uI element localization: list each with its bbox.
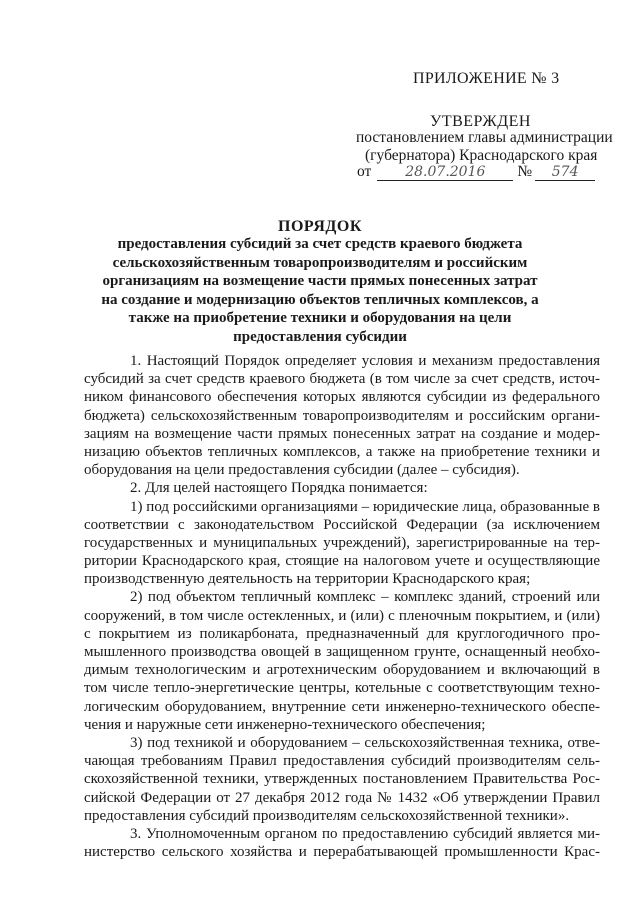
appendix-label: ПРИЛОЖЕНИЕ № 3 (413, 70, 560, 87)
document-subtitle (20, 235, 620, 346)
body-line: логическим оборудованием, внутренние сети инженерно-технического обеспе- (84, 698, 600, 715)
body-line: ритории Краснодарского края, стоящие на налоговом учете и осуществляющие (84, 553, 600, 570)
document-body (84, 352, 600, 861)
subtitle-line: также на приобретение техники и оборудования на цели (128, 310, 512, 326)
document-title: ПОРЯДОК (278, 218, 362, 235)
body-line: низацию объектов тепличных комплексов, а также на приобретение техники и (84, 443, 600, 460)
decree-number: 574 (535, 164, 595, 181)
approved-label: УТВЕРЖДЕН (430, 113, 531, 130)
body-line: с покрытием из поликарбоната, предназначенный для круглогодичного про- (84, 625, 600, 642)
body-line: сооружений, в том числе остекленных, и (или) с пленочным покрытием, и (или) (84, 607, 600, 624)
body-line: скохозяйственной техники, утвержденных постановлением Правительства Рос- (84, 771, 600, 788)
subtitle-line: организациям на возмещение части прямых понесенных затрат (102, 273, 538, 289)
body-line: чающая требованиям Правил предоставления субсидий производителям сель- (84, 753, 600, 770)
body-line: производственную деятельность на территории Краснодарского края; (84, 571, 531, 588)
subtitle-line: сельскохозяйственным товаропроизводителям и российским (112, 254, 528, 271)
body-line: чения и наружные сети инженерно-технического обеспечения; (84, 716, 486, 733)
body-line: 1) под российскими организациями – юридические лица, образованные в (130, 498, 600, 515)
subtitle-line: предоставления субсидий за счет средств краевого бюджета (117, 236, 523, 252)
body-line: зациям на возмещение части прямых понесенных затрат на создание и модер- (84, 425, 600, 442)
body-line: том числе тепло-энергетические центры, котельные с соответствующим техно- (84, 680, 600, 697)
body-line: предоставления субсидий производителям сельскохозяйственной техники». (84, 807, 570, 824)
body-line: 3) под техникой и оборудованием – сельскохозяйственная техника, отве- (130, 734, 600, 751)
decree-line-1: постановлением главы администрации (356, 129, 613, 146)
body-line: оборудования на цели предоставления субсидии (далее – субсидия). (84, 462, 520, 479)
body-line: сийской Федерации от 27 декабря 2012 года № 1432 «Об утверждении Правил (84, 789, 600, 806)
body-line: 1. Настоящий Порядок определяет условия и механизм предоставления (130, 353, 600, 369)
body-line: соответствии с законодательством Российской Федерации (за исключением (84, 516, 600, 533)
body-line: мышленного производства овощей в защищенном грунте, оснащенный необхо- (84, 644, 600, 660)
body-line: 2. Для целей настоящего Порядка понимается: (130, 480, 428, 497)
decree-line-2: (губернатора) Краснодарского края (365, 147, 598, 164)
decree-date: 28.07.2016 (377, 164, 513, 181)
body-line: ником финансового обеспечения которых являются субсидии из федерального (84, 389, 600, 406)
body-line: 3. Уполномоченным органом по предоставлению субсидий является ми- (130, 825, 600, 842)
number-prefix: № (517, 163, 533, 180)
body-line: бюджета) сельскохозяйственным товаропроизводителям и российским органи- (84, 407, 600, 424)
body-line: димым технологическим и агротехническим оборудованием и включающий в (84, 662, 600, 679)
subtitle-line: предоставления субсидии (233, 328, 407, 345)
body-line: государственных и муниципальных учреждений), зарегистрированные на тер- (84, 534, 600, 551)
body-line: нистерство сельского хозяйства и перерабатывающей промышленности Крас- (84, 844, 600, 861)
body-line: субсидий за счет средств краевого бюджета (в том числе за счет средств, источ- (84, 371, 600, 388)
date-prefix: от (357, 163, 372, 180)
subtitle-line: на создание и модернизацию объектов тепличных комплексов, а (101, 291, 539, 308)
decree-date-row (357, 163, 595, 181)
body-line: 2) под объектом тепличный комплекс – комплекс зданий, строений или (130, 589, 600, 606)
